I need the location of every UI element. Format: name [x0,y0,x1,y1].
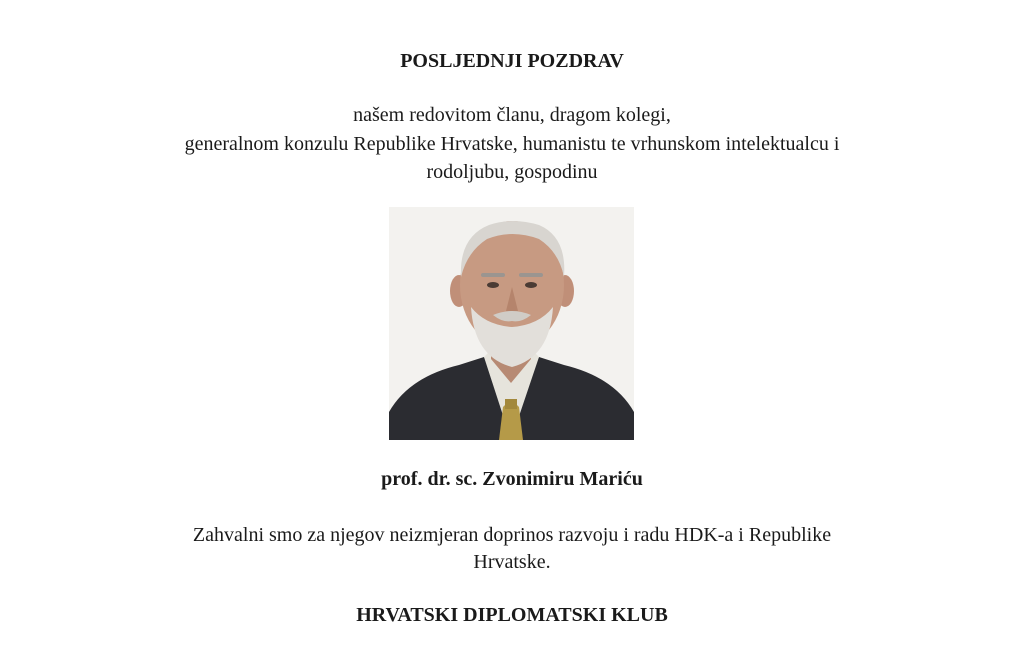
portrait-photo-icon [389,207,634,440]
deceased-name: prof. dr. sc. Zvonimiru Mariću [381,468,643,490]
intro-line-2: generalnom konzulu Republike Hrvatske, humanistu te vrhunskom intelektualcu i [184,133,840,155]
intro-line-3: rodoljubu, gospodinu [426,161,598,183]
gratitude-line-2: Hrvatske. [473,551,551,573]
intro-line-1: našem redovitom članu, dragom kolegi, [353,104,671,126]
signature: HRVATSKI DIPLOMATSKI KLUB [356,604,668,626]
notice-title: POSLJEDNJI POZDRAV [400,50,624,72]
gratitude-line-1: Zahvalni smo za njegov neizmjeran doprinos razvoju i radu HDK-a i Republike [192,524,832,546]
portrait-photo [389,207,634,440]
